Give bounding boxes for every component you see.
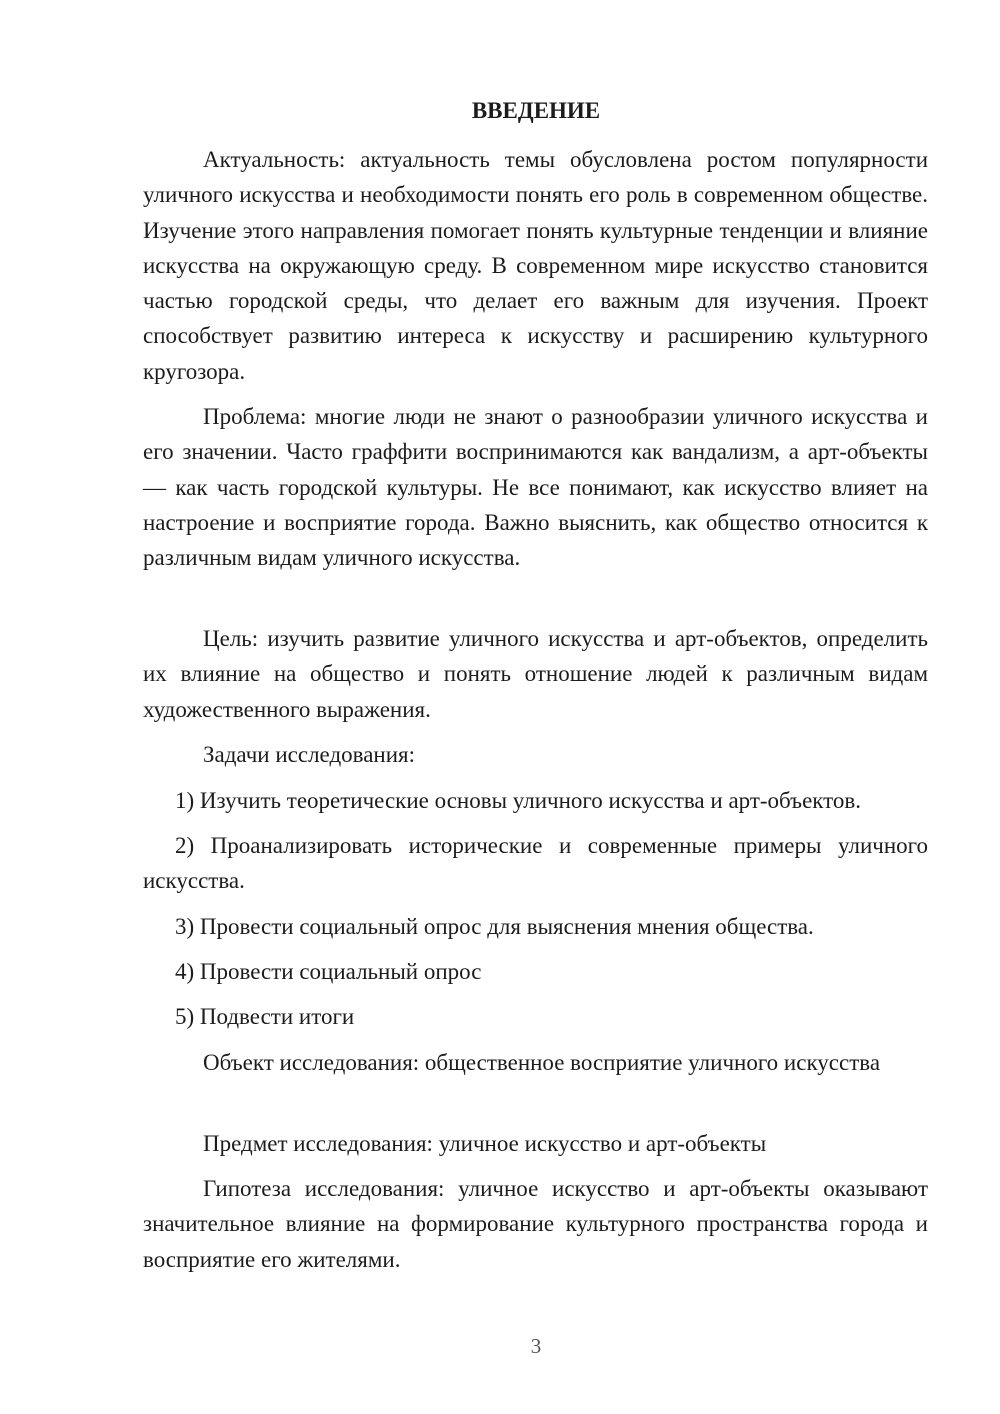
task-item-4: 4) Провести социальный опрос [175,959,482,984]
paragraph-problem: Проблема: многие люди не знают о разнообразии уличного искусства и его значении. Часто граффити воспринимаются как вандализм, а арт-объекты — как часть городской культуры. Не все понимают, как искусство влияет на настроение и восприятие города. Важно выяснить, как общество относится к различным видам уличного искусства. [143,404,928,571]
paragraph-goal: Цель: изучить развитие уличного искусства и арт-объектов, определить их влияние на общество и понять отношение людей к различным видам художественного выражения. [143,626,928,722]
paragraph-subject: Предмет исследования: уличное искусство и арт-объекты [203,1131,767,1156]
task-item-3: 3) Провести социальный опрос для выяснения мнения общества. [175,914,814,939]
task-item-2: 2) Проанализировать исторические и современные примеры уличного искусства. [143,833,928,894]
page-number: 3 [530,1334,542,1358]
paragraph-relevance: Актуальность: актуальность темы обусловлена ростом популярности уличного искусства и необходимости понять его роль в современном обществе. Изучение этого направления помогает понять культурные тенденции и влияние искусства на окружающую среду. В современном мире искусство становится частью городской среды, что делает его важным для изучения. Проект способствует развитию интереса к искусству и расширению культурного кругозора. [143,147,928,384]
task-item-5: 5) Подвести итоги [175,1004,355,1029]
paragraph-tasks-heading: Задачи исследования: [203,742,416,767]
task-item-1: 1) Изучить теоретические основы уличного искусства и арт-объектов. [175,788,862,813]
paragraph-object: Объект исследования: общественное восприятие уличного искусства [203,1050,881,1075]
paragraph-hypothesis: Гипотеза исследования: уличное искусство и арт-объекты оказывают значительное влияние на формирование культурного пространства города и восприятие его жителями. [143,1176,928,1272]
document-title: ВВЕДЕНИЕ [471,98,601,123]
